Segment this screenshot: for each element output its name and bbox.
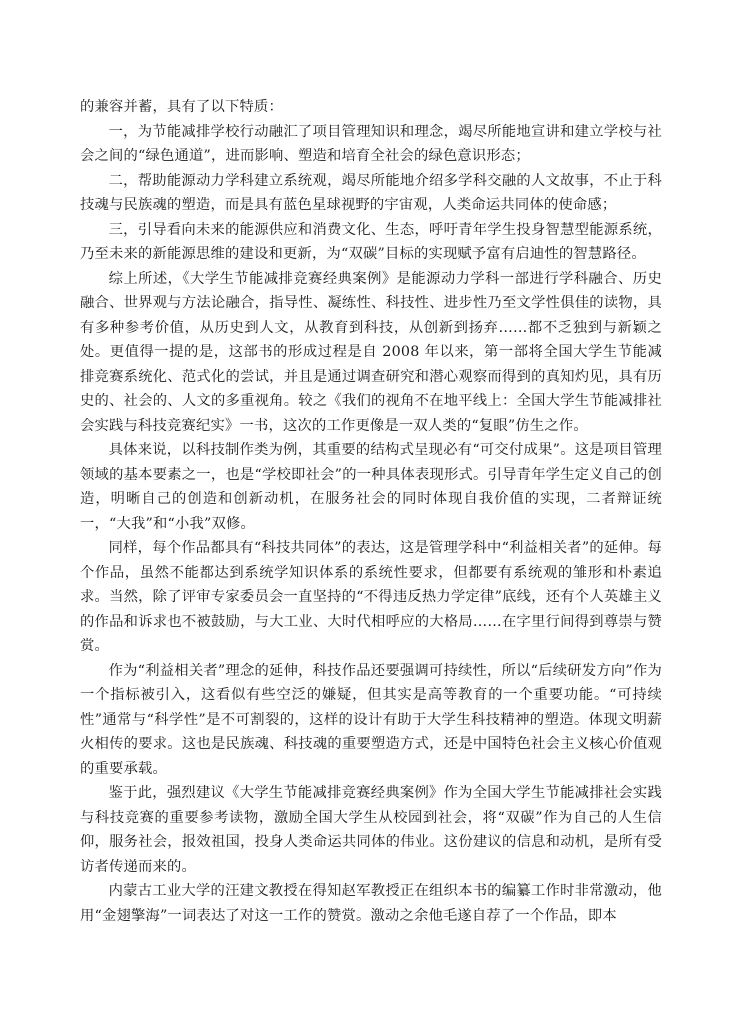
paragraph-anecdote: 内蒙古工业大学的汪建文教授在得知赵军教授正在组织本书的编纂工作时非常激动，他用“金翅擎海”一词表达了对这一工作的赞赏。激动之余他毛遂自荐了一个作品，即本 (80, 883, 662, 924)
paragraph-sustainability: 作为“利益相关者”理念的延伸，科技作品还要强调可持续性，所以“后续研发方向”作为一个指标被引入，这看似有些空泛的嫌疑，但其实是高等教育的一个重要功能。“可持续性”通常与“科学性”是不可割裂的，这样的设计有助于大学生科技精神的塑造。体现文明薪火相传的要求。这也是民族魂、科技魂的重要塑造方式，还是中国特色社会主义核心价值观的重要承载。 (80, 662, 662, 777)
paragraph-point-one: 一，为节能减排学校行动融汇了项目管理知识和理念，竭尽所能地宣讲和建立学校与社会之间的“绿色通道”，进而影响、塑造和培育全社会的绿色意识形态； (80, 123, 662, 164)
paragraph-recommendation: 鉴于此，强烈建议《大学生节能减排竞赛经典案例》作为全国大学生节能减排社会实践与科技竞赛的重要参考读物，激励全国大学生从校园到社会，将“双碳”作为自己的人生信仰，服务社会，报效祖国，投身人类命运共同体的伟业。这份建议的信息和动机，是所有受访者传递而来的。 (80, 785, 662, 875)
paragraph-deliverables: 具体来说，以科技制作类为例，其重要的结构式呈现必有“可交付成果”。这是项目管理领域的基本要素之一，也是“学校即社会”的一种具体表现形式。引导青年学生定义自己的创造，明晰自己的创造和创新动机，在服务社会的同时体现自我价值的实现，二者辩证统一，“大我”和“小我”双修。 (80, 442, 662, 532)
document-body (80, 95, 662, 928)
paragraph-point-two: 二，帮助能源动力学科建立系统观，竭尽所能地介绍多学科交融的人文故事，不止于科技魂与民族魂的塑造，而是具有蓝色星球视野的宇宙观，人类命运共同体的使命感； (80, 172, 662, 213)
paragraph-continuation: 的兼容并蓄，具有了以下特质： (80, 99, 283, 115)
paragraph-point-three: 三，引导看向未来的能源供应和消费文化、生态，呼吁青年学生投身智慧型能源系统，乃至未来的新能源思维的建设和更新，为“双碳”目标的实现赋予富有启迪性的智慧路径。 (80, 221, 662, 262)
paragraph-summary: 综上所述，《大学生节能减排竞赛经典案例》是能源动力学科一部进行学科融合、历史融合、世界观与方法论融合，指导性、凝练性、科技性、进步性乃至文学性俱佳的读物，具有多种参考价值，从历史到人文，从教育到科技，从创新到扬弃……都不乏独到与新颖之处。更值得一提的是，这部书的形成过程是自 2008 年以来，第一部将全国大学生节能减排竞赛系统化、范式化的尝试，并且是通过调查研究和潜心观察而得到的真知灼见，具有历史的、社会的、人文的多重视角。较之《我们的视角不在地平线上：全国大学生节能减排社会实践与科技竞赛纪实》一书，这次的工作更像是一双人类的“复眼”仿生之作。 (80, 270, 662, 434)
paragraph-community: 同样，每个作品都具有“科技共同体”的表达，这是管理学科中“利益相关者”的延伸。每个作品，虽然不能都达到系统学知识体系的系统性要求，但都要有系统观的雏形和朴素追求。当然，除了评审专家委员会一直坚持的“不得违反热力学定律”底线，还有个人英雄主义的作品和诉求也不被鼓励，与大工业、大时代相呼应的大格局……在字里行间得到尊崇与赞赏。 (80, 540, 662, 654)
